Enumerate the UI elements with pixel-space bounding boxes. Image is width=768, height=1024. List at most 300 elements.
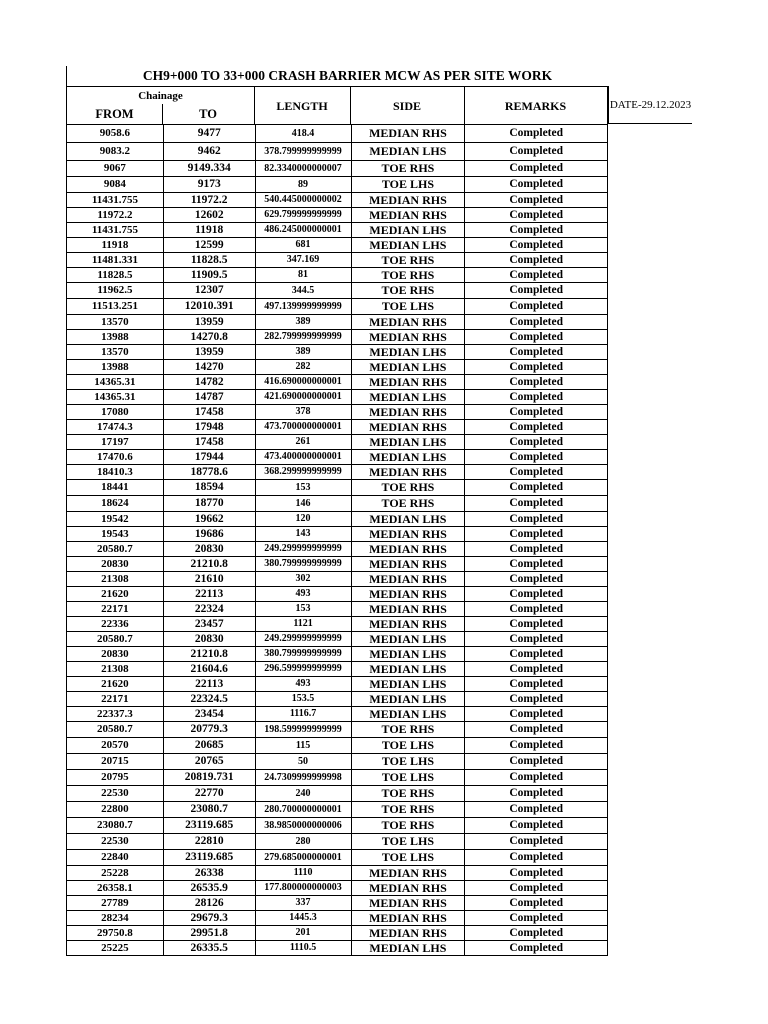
cell-remarks: Completed: [465, 405, 608, 420]
cell-length: 153.5: [255, 692, 351, 707]
table-row: [67, 557, 608, 572]
cell-remarks: Completed: [465, 390, 608, 405]
cell-remarks: Completed: [465, 177, 608, 193]
cell-remarks: Completed: [465, 587, 608, 602]
cell-from: 21620: [67, 677, 164, 692]
cell-side: MEDIAN RHS: [351, 527, 465, 542]
cell-from: 25228: [67, 866, 164, 881]
cell-from: 11431.755: [67, 223, 164, 238]
cell-to: 14782: [163, 375, 255, 390]
cell-side: MEDIAN RHS: [351, 375, 465, 390]
cell-from: 22530: [67, 834, 164, 850]
cell-length: 380.799999999999: [255, 647, 351, 662]
cell-length: 201: [255, 926, 351, 941]
cell-remarks: Completed: [465, 143, 608, 161]
cell-to: 18770: [163, 496, 255, 512]
cell-side: MEDIAN RHS: [351, 926, 465, 941]
cell-from: 17197: [67, 435, 164, 450]
cell-to: 19686: [163, 527, 255, 542]
cell-side: TOE LHS: [351, 754, 465, 770]
cell-length: 296.599999999999: [255, 662, 351, 677]
cell-side: TOE LHS: [351, 834, 465, 850]
cell-from: 21308: [67, 572, 164, 587]
cell-side: MEDIAN LHS: [351, 390, 465, 405]
cell-side: TOE RHS: [351, 722, 465, 738]
table-row: [67, 926, 608, 941]
cell-length: 473.700000000001: [255, 420, 351, 435]
cell-remarks: Completed: [465, 360, 608, 375]
table-row: [67, 268, 608, 283]
cell-length: 1121: [255, 617, 351, 632]
cell-from: 26358.1: [67, 881, 164, 896]
cell-length: 493: [255, 677, 351, 692]
cell-side: MEDIAN RHS: [351, 193, 465, 208]
crash-barrier-sheet: [66, 66, 608, 955]
table-row: [67, 707, 608, 722]
cell-length: 540.445000000002: [255, 193, 351, 208]
table-row: [67, 834, 608, 850]
table-row: [67, 602, 608, 617]
cell-to: 14270.8: [163, 330, 255, 345]
table-row: [67, 866, 608, 881]
cell-side: TOE LHS: [351, 850, 465, 866]
cell-from: 20580.7: [67, 542, 164, 557]
cell-remarks: Completed: [465, 850, 608, 866]
cell-remarks: Completed: [465, 161, 608, 177]
cell-from: 11828.5: [67, 268, 164, 283]
cell-remarks: Completed: [465, 465, 608, 480]
cell-from: 18410.3: [67, 465, 164, 480]
table-row: [67, 632, 608, 647]
cell-side: MEDIAN LHS: [351, 143, 465, 161]
header-length: LENGTH: [254, 86, 351, 125]
cell-from: 20830: [67, 557, 164, 572]
cell-length: 280.700000000001: [255, 802, 351, 818]
cell-to: 12010.391: [163, 299, 255, 315]
cell-side: MEDIAN RHS: [351, 866, 465, 881]
cell-to: 22324.5: [163, 692, 255, 707]
cell-side: TOE RHS: [351, 802, 465, 818]
cell-to: 11972.2: [163, 193, 255, 208]
cell-side: TOE RHS: [351, 268, 465, 283]
cell-length: 89: [255, 177, 351, 193]
cell-side: MEDIAN LHS: [351, 632, 465, 647]
cell-length: 418.4: [255, 125, 351, 143]
cell-side: MEDIAN RHS: [351, 330, 465, 345]
cell-remarks: Completed: [465, 283, 608, 299]
cell-from: 19542: [67, 512, 164, 527]
cell-remarks: Completed: [465, 677, 608, 692]
table-row: [67, 662, 608, 677]
cell-remarks: Completed: [465, 786, 608, 802]
cell-from: 20715: [67, 754, 164, 770]
cell-to: 23119.685: [163, 818, 255, 834]
header-from: FROM: [66, 104, 163, 125]
table-row: [67, 722, 608, 738]
cell-length: 115: [255, 738, 351, 754]
table-row: [67, 375, 608, 390]
table-row: [67, 850, 608, 866]
cell-to: 14270: [163, 360, 255, 375]
table-row: [67, 587, 608, 602]
cell-remarks: Completed: [465, 834, 608, 850]
cell-to: 22770: [163, 786, 255, 802]
cell-side: TOE LHS: [351, 738, 465, 754]
cell-from: 20830: [67, 647, 164, 662]
cell-remarks: Completed: [465, 770, 608, 786]
cell-length: 380.799999999999: [255, 557, 351, 572]
table-row: [67, 330, 608, 345]
cell-remarks: Completed: [465, 238, 608, 253]
cell-remarks: Completed: [465, 738, 608, 754]
cell-remarks: Completed: [465, 662, 608, 677]
cell-side: MEDIAN LHS: [351, 450, 465, 465]
cell-from: 21620: [67, 587, 164, 602]
cell-remarks: Completed: [465, 557, 608, 572]
cell-remarks: Completed: [465, 818, 608, 834]
cell-to: 17944: [163, 450, 255, 465]
cell-from: 11431.755: [67, 193, 164, 208]
cell-side: MEDIAN RHS: [351, 557, 465, 572]
cell-length: 368.299999999999: [255, 465, 351, 480]
cell-length: 416.690000000001: [255, 375, 351, 390]
cell-remarks: Completed: [465, 911, 608, 926]
table-row: [67, 299, 608, 315]
table-row: [67, 161, 608, 177]
cell-to: 11828.5: [163, 253, 255, 268]
cell-side: MEDIAN RHS: [351, 572, 465, 587]
cell-length: 249.299999999999: [255, 632, 351, 647]
cell-side: TOE RHS: [351, 161, 465, 177]
cell-remarks: Completed: [465, 125, 608, 143]
cell-from: 9067: [67, 161, 164, 177]
cell-to: 29679.3: [163, 911, 255, 926]
cell-from: 14365.31: [67, 375, 164, 390]
cell-length: 198.599999999999: [255, 722, 351, 738]
cell-length: 153: [255, 480, 351, 496]
cell-to: 9462: [163, 143, 255, 161]
table-row: [67, 770, 608, 786]
cell-length: 1445.3: [255, 911, 351, 926]
cell-from: 22530: [67, 786, 164, 802]
table-row: [67, 465, 608, 480]
cell-to: 23454: [163, 707, 255, 722]
table-row: [67, 617, 608, 632]
cell-side: MEDIAN RHS: [351, 911, 465, 926]
table-row: [67, 125, 608, 143]
cell-to: 17458: [163, 435, 255, 450]
data-table: [66, 124, 608, 956]
cell-length: 240: [255, 786, 351, 802]
cell-remarks: Completed: [465, 572, 608, 587]
table-row: [67, 754, 608, 770]
cell-from: 20580.7: [67, 632, 164, 647]
cell-to: 29951.8: [163, 926, 255, 941]
cell-side: MEDIAN LHS: [351, 692, 465, 707]
sheet-title: CH9+000 TO 33+000 CRASH BARRIER MCW AS PER SITE WORK: [66, 66, 608, 86]
cell-to: 11918: [163, 223, 255, 238]
cell-length: 280: [255, 834, 351, 850]
cell-side: MEDIAN RHS: [351, 896, 465, 911]
cell-side: MEDIAN LHS: [351, 647, 465, 662]
cell-side: MEDIAN RHS: [351, 602, 465, 617]
cell-length: 177.800000000003: [255, 881, 351, 896]
table-row: [67, 647, 608, 662]
cell-length: 389: [255, 315, 351, 330]
cell-from: 11918: [67, 238, 164, 253]
cell-side: MEDIAN LHS: [351, 512, 465, 527]
cell-remarks: Completed: [465, 647, 608, 662]
cell-remarks: Completed: [465, 315, 608, 330]
cell-side: MEDIAN RHS: [351, 125, 465, 143]
cell-to: 9149.334: [163, 161, 255, 177]
cell-length: 344.5: [255, 283, 351, 299]
cell-to: 23080.7: [163, 802, 255, 818]
table-row: [67, 480, 608, 496]
cell-to: 26335.5: [163, 941, 255, 956]
cell-length: 493: [255, 587, 351, 602]
cell-length: 261: [255, 435, 351, 450]
cell-to: 9173: [163, 177, 255, 193]
cell-remarks: Completed: [465, 268, 608, 283]
cell-from: 14365.31: [67, 390, 164, 405]
cell-to: 11909.5: [163, 268, 255, 283]
header-side: SIDE: [350, 86, 465, 125]
cell-remarks: Completed: [465, 496, 608, 512]
cell-to: 23119.685: [163, 850, 255, 866]
cell-to: 22113: [163, 587, 255, 602]
cell-from: 9083.2: [67, 143, 164, 161]
cell-remarks: Completed: [465, 542, 608, 557]
cell-side: TOE LHS: [351, 299, 465, 315]
cell-length: 1116.7: [255, 707, 351, 722]
cell-to: 14787: [163, 390, 255, 405]
table-row: [67, 786, 608, 802]
cell-remarks: Completed: [465, 802, 608, 818]
cell-side: TOE RHS: [351, 818, 465, 834]
cell-from: 22337.3: [67, 707, 164, 722]
table-row: [67, 542, 608, 557]
cell-from: 22800: [67, 802, 164, 818]
cell-length: 146: [255, 496, 351, 512]
table-row: [67, 911, 608, 926]
cell-side: MEDIAN LHS: [351, 677, 465, 692]
cell-from: 11972.2: [67, 208, 164, 223]
cell-side: MEDIAN RHS: [351, 617, 465, 632]
cell-from: 18441: [67, 480, 164, 496]
cell-side: MEDIAN RHS: [351, 465, 465, 480]
table-row: [67, 283, 608, 299]
cell-to: 21210.8: [163, 647, 255, 662]
cell-length: 629.799999999999: [255, 208, 351, 223]
table-row: [67, 208, 608, 223]
cell-from: 20570: [67, 738, 164, 754]
cell-length: 82.3340000000007: [255, 161, 351, 177]
cell-from: 25225: [67, 941, 164, 956]
cell-from: 9058.6: [67, 125, 164, 143]
cell-length: 81: [255, 268, 351, 283]
cell-from: 22171: [67, 692, 164, 707]
cell-length: 473.400000000001: [255, 450, 351, 465]
cell-length: 302: [255, 572, 351, 587]
cell-length: 50: [255, 754, 351, 770]
cell-to: 20685: [163, 738, 255, 754]
cell-length: 378: [255, 405, 351, 420]
cell-from: 19543: [67, 527, 164, 542]
cell-length: 120: [255, 512, 351, 527]
cell-to: 26338: [163, 866, 255, 881]
table-row: [67, 193, 608, 208]
header-remarks: REMARKS: [464, 86, 608, 125]
cell-length: 389: [255, 345, 351, 360]
cell-to: 18594: [163, 480, 255, 496]
cell-from: 21308: [67, 662, 164, 677]
cell-from: 13988: [67, 330, 164, 345]
table-row: [67, 345, 608, 360]
table-row: [67, 802, 608, 818]
table-row: [67, 512, 608, 527]
table-row: [67, 941, 608, 956]
cell-side: MEDIAN LHS: [351, 223, 465, 238]
cell-from: 13570: [67, 345, 164, 360]
table-row: [67, 896, 608, 911]
table-row: [67, 677, 608, 692]
cell-remarks: Completed: [465, 299, 608, 315]
table-row: [67, 390, 608, 405]
cell-length: 153: [255, 602, 351, 617]
cell-from: 20580.7: [67, 722, 164, 738]
cell-from: 17080: [67, 405, 164, 420]
cell-from: 13570: [67, 315, 164, 330]
cell-remarks: Completed: [465, 722, 608, 738]
cell-side: TOE RHS: [351, 786, 465, 802]
cell-remarks: Completed: [465, 375, 608, 390]
cell-remarks: Completed: [465, 208, 608, 223]
cell-side: TOE RHS: [351, 253, 465, 268]
cell-length: 143: [255, 527, 351, 542]
cell-to: 22113: [163, 677, 255, 692]
cell-length: 486.245000000001: [255, 223, 351, 238]
cell-side: MEDIAN LHS: [351, 941, 465, 956]
table-row: [67, 420, 608, 435]
cell-remarks: Completed: [465, 253, 608, 268]
cell-to: 22810: [163, 834, 255, 850]
cell-remarks: Completed: [465, 450, 608, 465]
cell-side: MEDIAN RHS: [351, 405, 465, 420]
cell-to: 17948: [163, 420, 255, 435]
cell-to: 18778.6: [163, 465, 255, 480]
cell-to: 20819.731: [163, 770, 255, 786]
table-row: [67, 143, 608, 161]
cell-from: 11962.5: [67, 283, 164, 299]
cell-from: 13988: [67, 360, 164, 375]
cell-remarks: Completed: [465, 692, 608, 707]
table-row: [67, 527, 608, 542]
header-to: TO: [162, 104, 255, 125]
cell-length: 1110.5: [255, 941, 351, 956]
cell-length: 378.799999999999: [255, 143, 351, 161]
cell-to: 21210.8: [163, 557, 255, 572]
cell-to: 20830: [163, 632, 255, 647]
cell-remarks: Completed: [465, 330, 608, 345]
table-row: [67, 177, 608, 193]
cell-length: 337: [255, 896, 351, 911]
cell-length: 249.299999999999: [255, 542, 351, 557]
cell-remarks: Completed: [465, 345, 608, 360]
cell-remarks: Completed: [465, 193, 608, 208]
cell-side: TOE LHS: [351, 177, 465, 193]
table-header: [66, 86, 608, 124]
cell-to: 28126: [163, 896, 255, 911]
cell-side: MEDIAN RHS: [351, 881, 465, 896]
cell-to: 22324: [163, 602, 255, 617]
cell-to: 20779.3: [163, 722, 255, 738]
cell-side: TOE RHS: [351, 496, 465, 512]
cell-side: MEDIAN LHS: [351, 662, 465, 677]
cell-length: 38.9850000000006: [255, 818, 351, 834]
cell-to: 23457: [163, 617, 255, 632]
cell-from: 11481.331: [67, 253, 164, 268]
cell-from: 27789: [67, 896, 164, 911]
cell-side: MEDIAN RHS: [351, 542, 465, 557]
cell-to: 20765: [163, 754, 255, 770]
cell-remarks: Completed: [465, 926, 608, 941]
cell-from: 29750.8: [67, 926, 164, 941]
cell-length: 282.799999999999: [255, 330, 351, 345]
cell-to: 19662: [163, 512, 255, 527]
cell-from: 22171: [67, 602, 164, 617]
cell-to: 26535.9: [163, 881, 255, 896]
cell-length: 1110: [255, 866, 351, 881]
cell-to: 21604.6: [163, 662, 255, 677]
table-row: [67, 572, 608, 587]
cell-to: 12307: [163, 283, 255, 299]
table-row: [67, 818, 608, 834]
table-row: [67, 435, 608, 450]
cell-remarks: Completed: [465, 896, 608, 911]
cell-from: 22336: [67, 617, 164, 632]
cell-remarks: Completed: [465, 435, 608, 450]
table-row: [67, 253, 608, 268]
cell-side: MEDIAN LHS: [351, 238, 465, 253]
cell-length: 681: [255, 238, 351, 253]
cell-remarks: Completed: [465, 527, 608, 542]
cell-to: 12599: [163, 238, 255, 253]
cell-to: 13959: [163, 315, 255, 330]
cell-remarks: Completed: [465, 866, 608, 881]
cell-from: 17474.3: [67, 420, 164, 435]
cell-side: MEDIAN LHS: [351, 435, 465, 450]
cell-side: TOE RHS: [351, 283, 465, 299]
cell-side: MEDIAN RHS: [351, 420, 465, 435]
table-row: [67, 738, 608, 754]
table-row: [67, 881, 608, 896]
table-row: [67, 496, 608, 512]
cell-side: TOE RHS: [351, 480, 465, 496]
table-row: [67, 450, 608, 465]
cell-remarks: Completed: [465, 617, 608, 632]
cell-to: 13959: [163, 345, 255, 360]
table-row: [67, 315, 608, 330]
cell-from: 18624: [67, 496, 164, 512]
cell-length: 497.139999999999: [255, 299, 351, 315]
cell-remarks: Completed: [465, 754, 608, 770]
cell-side: MEDIAN RHS: [351, 208, 465, 223]
cell-remarks: Completed: [465, 420, 608, 435]
cell-length: 24.7309999999998: [255, 770, 351, 786]
cell-remarks: Completed: [465, 881, 608, 896]
table-row: [67, 692, 608, 707]
